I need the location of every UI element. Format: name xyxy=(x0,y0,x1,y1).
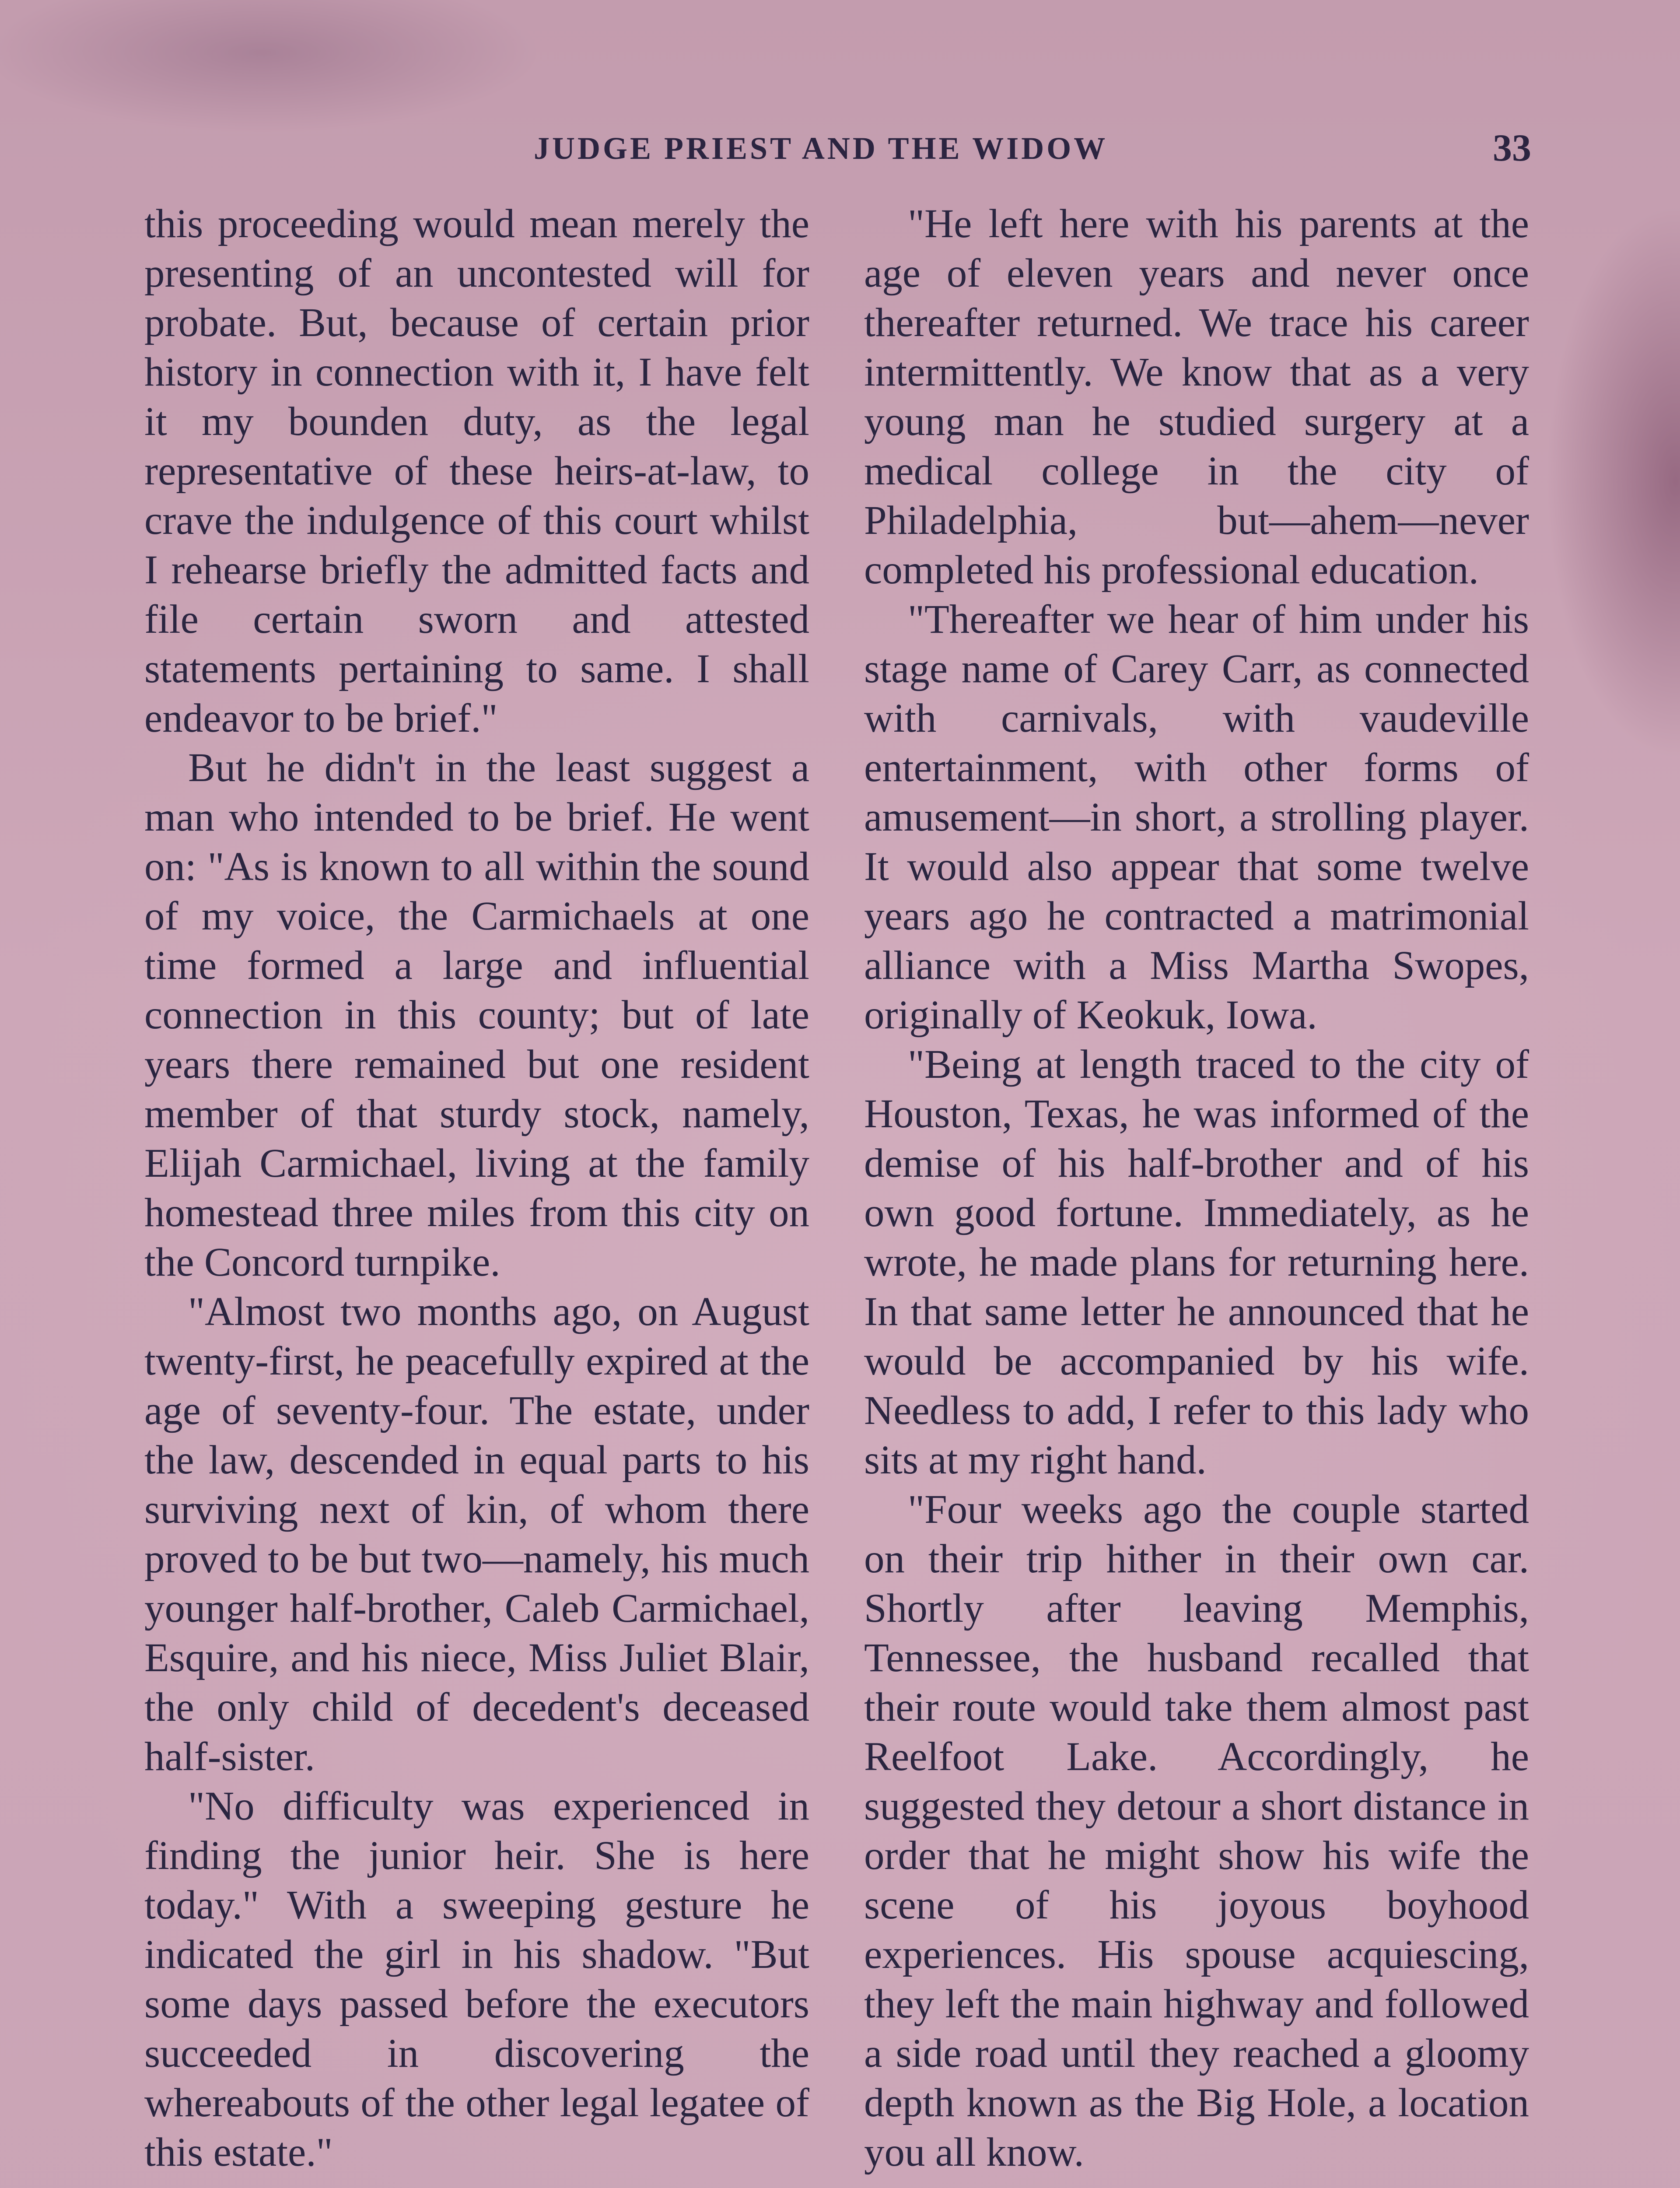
paragraph: "Almost two months ago, on August twenty-first, he peacefully expired at the age of seventy-four. The estate, under the law, descended in equal parts to his surviving next of kin, of whom there proved to be but two—namely, his much younger half-brother, Caleb Carmichael, Esquire, and his niece, Miss Juliet Blair, the only child of decedent's deceased half-sister. xyxy=(144,1289,809,1779)
left-column xyxy=(144,199,809,2188)
paragraph: "He left here with his parents at the age of eleven years and never once thereafter returned. We trace his career intermittently. We know that as a very young man he studied surgery at a medical college in the city of Philadelphia, but—ahem—never completed his professional education. xyxy=(864,201,1529,593)
paragraph: But he didn't in the least suggest a man who intended to be brief. He went on: "As is known to all within the sound of my voice, the Carmichaels at one time formed a large and influential connection in this county; but of late years there remained but one resident member of that sturdy stock, namely, Elijah Carmichael, living at the family homestead three miles from this city on the Concord turnpike. xyxy=(144,745,809,1285)
page-number: 33 xyxy=(1493,127,1531,169)
paragraph: "Thereafter we hear of him under his stage name of Carey Carr, as connected with carnivals, with vaudeville entertainment, with other forms of amusement—in short, a strolling player. It would also appear that some twelve years ago he contracted a matrimonial alliance with a Miss Martha Swopes, originally of Keokuk, Iowa. xyxy=(864,597,1529,1038)
running-title: JUDGE PRIEST AND THE WIDOW xyxy=(534,131,1108,166)
paragraph: "No difficulty was experienced in finding the junior heir. She is here today." With a sweeping gesture he indicated the girl in his shadow. "But some days passed before the executors succeeded in discovering the whereabouts of the other legal legatee of this estate." xyxy=(144,1784,809,2175)
paragraph: "Four weeks ago the couple started on their trip hither in their own car. Shortly after leaving Memphis, Tennessee, the husband recalled that their route would take them almost past Reelfoot Lake. Accordingly, he suggested they detour a short distance in order that he might show his wife the scene of his joyous boyhood experiences. His spouse acquiescing, they left the main highway and followed a side road until they reached a gloomy depth known as the Big Hole, a location you all know. xyxy=(864,1487,1529,2175)
paragraph: this proceeding would mean merely the presenting of an uncontested will for probate. But, because of certain prior history in connection with it, I have felt it my bounden duty, as the legal representative of these heirs-at-law, to crave the indulgence of this court whilst I rehearse briefly the admitted facts and file certain sworn and attested statements pertaining to same. I shall endeavor to be brief." xyxy=(144,201,809,741)
right-column xyxy=(864,199,1529,2188)
paragraph: "Being at length traced to the city of Houston, Texas, he was informed of the demise of his half-brother and of his own good fortune. Immediately, as he wrote, he made plans for returning here. In that same letter he announced that he would be accompanied by his wife. Needless to add, I refer to this lady who sits at my right hand. xyxy=(864,1042,1529,1483)
page-header xyxy=(149,117,1531,179)
